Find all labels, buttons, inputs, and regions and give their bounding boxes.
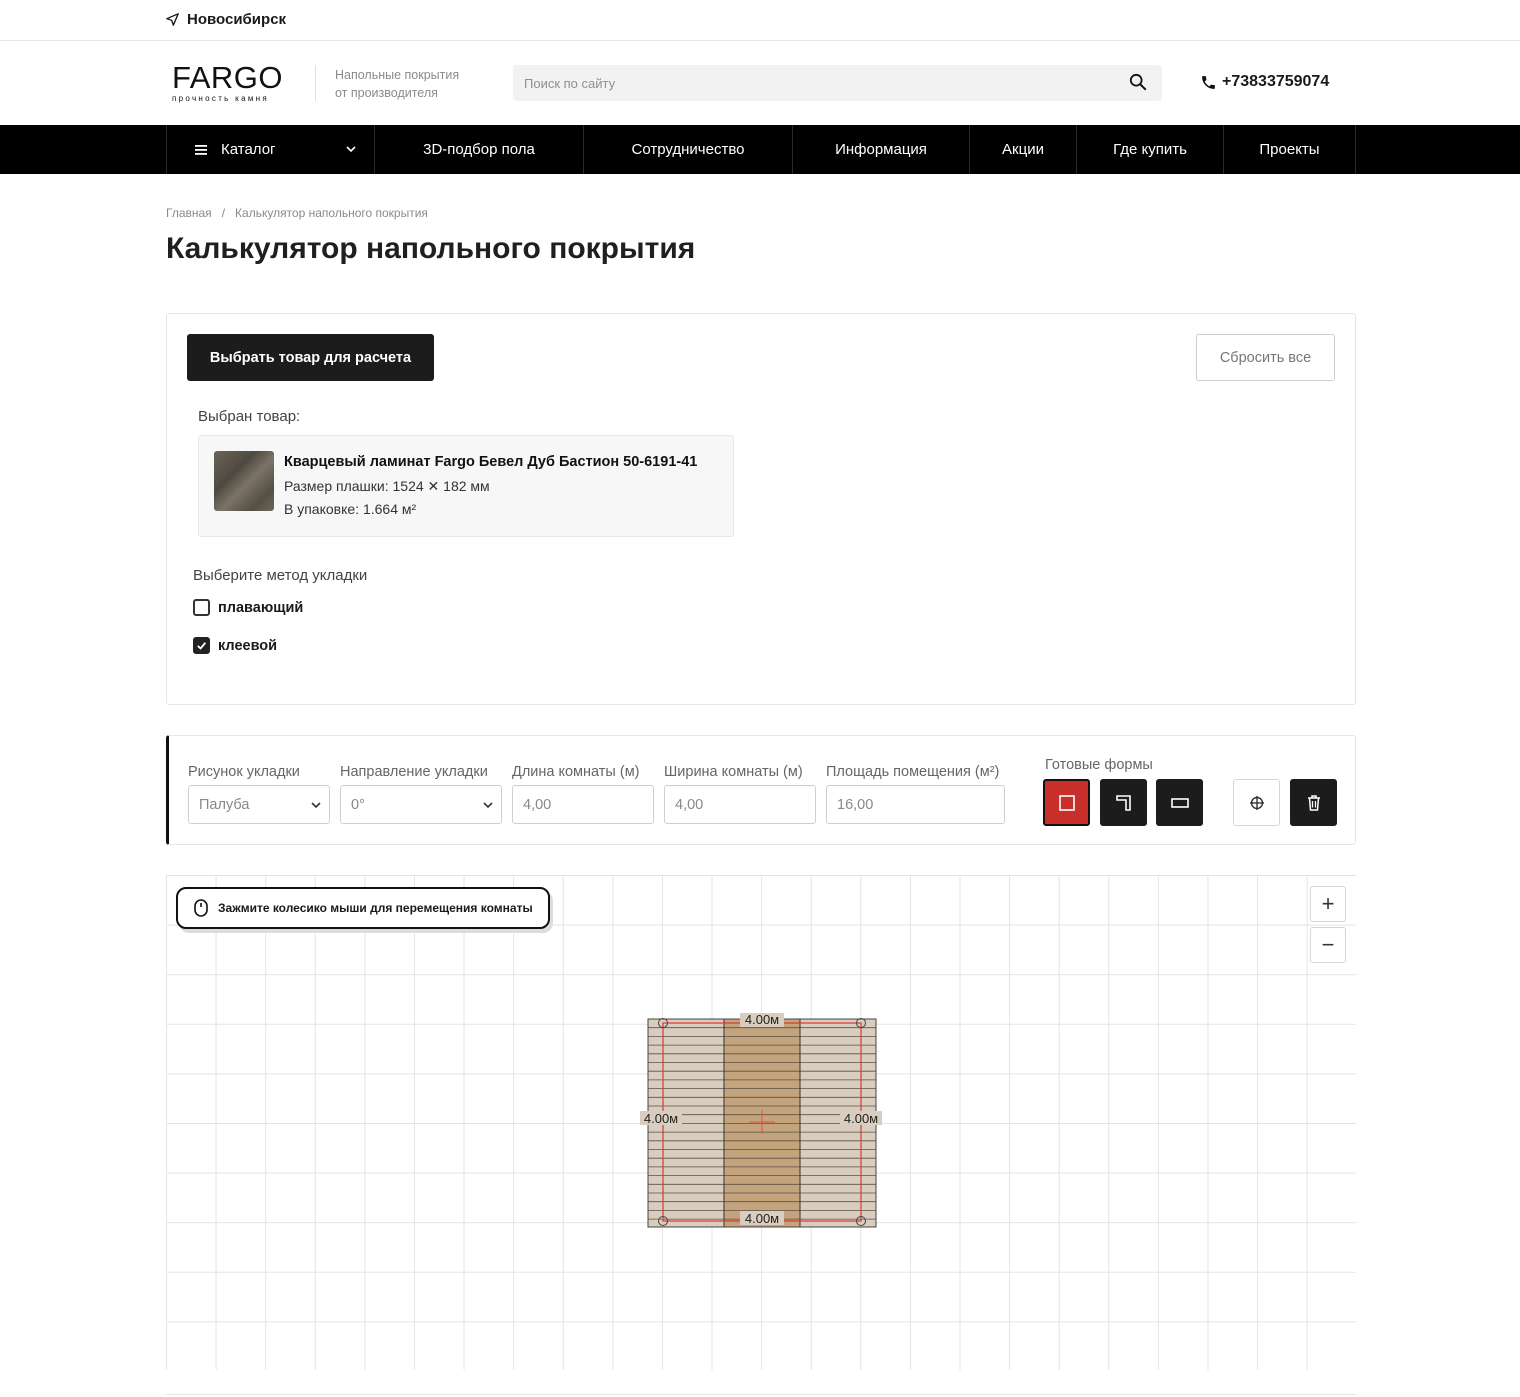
grid-toggle-button[interactable] — [1233, 779, 1280, 826]
area-label: Площадь помещения (м²) — [826, 764, 1000, 780]
slogan-line-2: от производителя — [335, 86, 438, 100]
location-arrow-icon — [166, 13, 179, 26]
method-floating-checkbox[interactable] — [193, 599, 303, 616]
method-floating-label: плавающий — [218, 599, 304, 616]
city-name: Новосибирск — [187, 11, 287, 28]
room-canvas[interactable] — [166, 875, 1356, 1370]
bottom-divider — [166, 1394, 1356, 1395]
nav-item-3d[interactable] — [374, 125, 583, 174]
nav-item-label: Проекты — [1259, 141, 1320, 158]
length-label: Длина комнаты (м) — [512, 764, 640, 780]
selected-product — [198, 435, 734, 537]
selected-label: Выбран товар: — [198, 408, 301, 425]
main-nav — [0, 125, 1520, 174]
slogan-line-1: Напольные покрытия — [335, 68, 460, 82]
dimension-bottom: 4.00м — [744, 1211, 780, 1226]
nav-item-label: Где купить — [1113, 141, 1187, 158]
nav-item-label: 3D-подбор пола — [423, 141, 535, 158]
direction-select[interactable] — [340, 785, 502, 824]
logo-divider — [315, 65, 316, 101]
nav-item-cooperation[interactable] — [583, 125, 792, 174]
trash-icon — [1304, 793, 1324, 813]
nav-item-projects[interactable] — [1223, 125, 1356, 174]
product-size: Размер плашки: 1524 ✕ 182 мм — [284, 478, 490, 494]
nav-item-info[interactable] — [792, 125, 969, 174]
canvas-hint — [176, 887, 550, 929]
nav-item-where-to-buy[interactable] — [1076, 125, 1223, 174]
menu-icon — [195, 145, 207, 155]
pattern-field — [188, 764, 330, 824]
zoom-out-button[interactable]: − — [1310, 927, 1346, 963]
shape-square-button[interactable] — [1043, 779, 1090, 826]
method-glue-checkbox[interactable] — [193, 637, 277, 654]
delete-button[interactable] — [1290, 779, 1337, 826]
mouse-icon — [194, 899, 208, 917]
dimension-left: 4.00м — [643, 1111, 679, 1126]
nav-item-label: Каталог — [221, 141, 276, 158]
pattern-value: Палуба — [199, 796, 250, 813]
nav-item-label: Акции — [1002, 141, 1044, 158]
breadcrumb-separator: / — [221, 206, 226, 220]
dimension-right: 4.00м — [843, 1111, 879, 1126]
phone-number: +73833759074 — [1222, 73, 1330, 90]
phone-icon — [1200, 74, 1217, 91]
area-field — [826, 764, 1005, 824]
room-params — [166, 735, 1356, 845]
choose-product-button[interactable]: Выбрать товар для расчета — [187, 334, 434, 381]
rectangle-icon — [1170, 793, 1190, 813]
breadcrumb-current: Калькулятор напольного покрытия — [235, 206, 428, 220]
search-input[interactable] — [513, 65, 1113, 101]
header — [0, 41, 1520, 125]
reset-all-button[interactable]: Сбросить все — [1196, 334, 1335, 381]
slogan — [335, 66, 485, 102]
topbar — [0, 0, 1520, 41]
product-thumbnail — [214, 451, 274, 511]
l-shape-icon — [1114, 793, 1134, 813]
product-pack: В упаковке: 1.664 м² — [284, 501, 417, 517]
square-icon — [1057, 793, 1077, 813]
nav-item-catalog[interactable] — [166, 125, 374, 174]
city-selector[interactable] — [166, 11, 286, 28]
shape-l-button[interactable] — [1100, 779, 1147, 826]
checkbox-checked[interactable] — [193, 637, 210, 654]
pattern-select[interactable] — [188, 785, 330, 824]
checkbox[interactable] — [193, 599, 210, 616]
direction-label: Направление укладки — [340, 764, 488, 780]
length-field — [512, 764, 654, 824]
search-bar — [513, 65, 1162, 101]
method-glue-label: клеевой — [218, 637, 278, 654]
width-input[interactable] — [664, 785, 816, 824]
room-plan[interactable] — [636, 1011, 896, 1233]
nav-item-promo[interactable] — [969, 125, 1076, 174]
grid-icon — [1247, 793, 1267, 813]
length-value: 4,00 — [523, 796, 552, 813]
phone-link[interactable] — [1200, 73, 1329, 91]
width-label: Ширина комнаты (м) — [664, 764, 803, 780]
length-input[interactable] — [512, 785, 654, 824]
breadcrumb — [166, 206, 428, 220]
logo-tagline: прочность камня — [172, 94, 270, 103]
breadcrumb-home[interactable]: Главная — [166, 206, 212, 220]
product-name: Кварцевый ламинат Fargo Бевел Дуб Бастион 50-6191-41 — [284, 454, 698, 470]
area-input[interactable] — [826, 785, 1005, 824]
zoom-in-button[interactable]: + — [1310, 886, 1346, 922]
check-icon — [196, 640, 207, 651]
product-card — [166, 313, 1356, 705]
chevron-down-icon — [483, 801, 493, 809]
pattern-label: Рисунок укладки — [188, 764, 300, 780]
chevron-down-icon — [346, 145, 356, 153]
shape-rectangle-button[interactable] — [1156, 779, 1203, 826]
search-icon[interactable] — [1129, 73, 1147, 91]
logo-word: FARGO — [172, 60, 284, 95]
nav-item-label: Сотрудничество — [631, 141, 745, 158]
ready-forms-label: Готовые формы — [1045, 757, 1153, 773]
chevron-down-icon — [311, 801, 321, 809]
direction-field — [340, 764, 502, 824]
nav-item-label: Информация — [835, 141, 927, 158]
area-value: 16,00 — [837, 796, 874, 813]
dimension-top: 4.00м — [744, 1012, 780, 1027]
direction-value: 0° — [351, 796, 365, 813]
width-field — [664, 764, 816, 824]
method-label: Выберите метод укладки — [193, 567, 368, 584]
hint-text: Зажмите колесико мыши для перемещения комнаты — [218, 901, 533, 915]
width-value: 4,00 — [675, 796, 704, 813]
page-title: Калькулятор напольного покрытия — [166, 232, 696, 265]
logo[interactable] — [172, 60, 292, 103]
